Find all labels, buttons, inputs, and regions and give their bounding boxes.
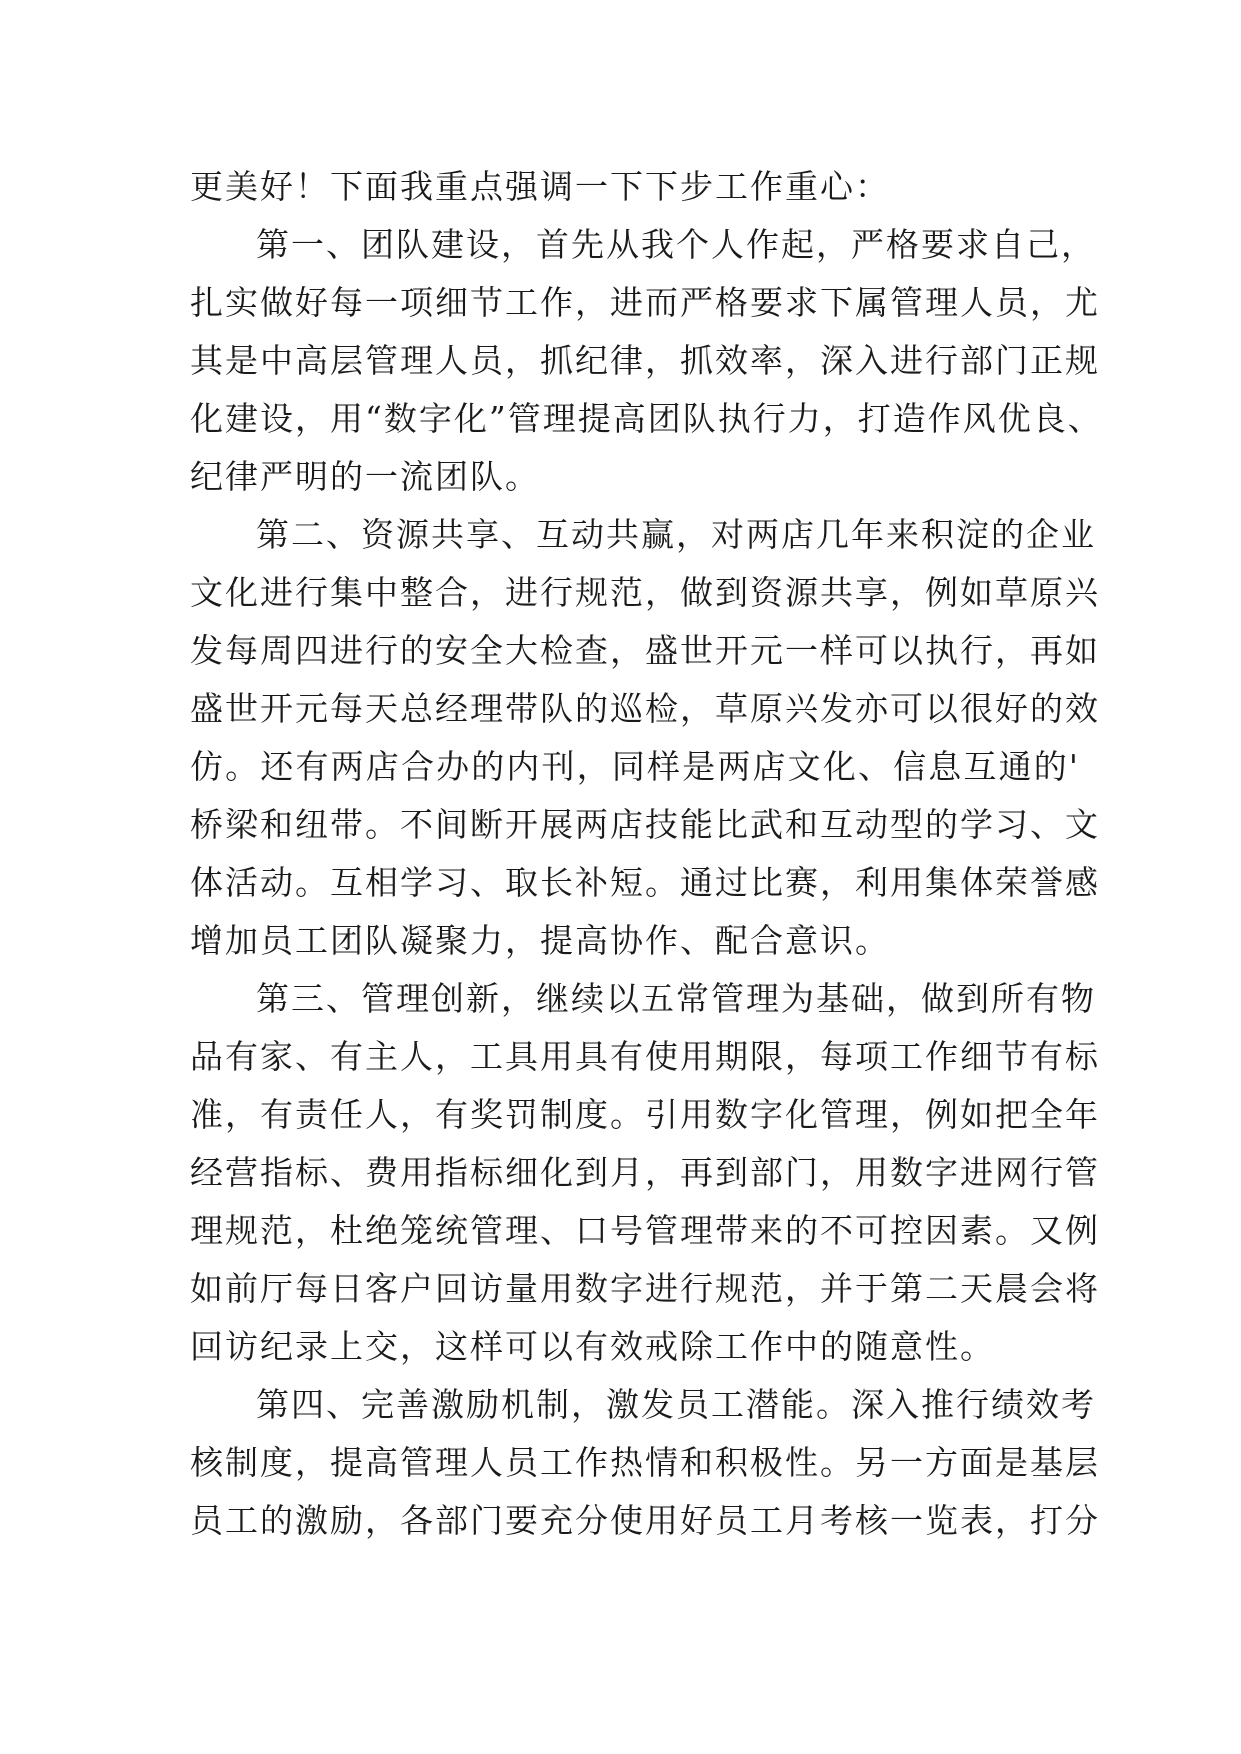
text-line: 如前厅每日客户回访量用数字进行规范，并于第二天晨会将 bbox=[190, 1269, 1100, 1308]
text-line: 核制度，提高管理人员工作热情和积极性。另一方面是基层 bbox=[190, 1443, 1100, 1482]
text-line: 第四、完善激励机制，激发员工潜能。深入推行绩效考 bbox=[256, 1385, 1096, 1424]
text-line: 第一、团队建设，首先从我个人作起，严格要求自己， bbox=[256, 225, 1096, 264]
text-line: 更美好！下面我重点强调一下下步工作重心： bbox=[190, 167, 890, 206]
document-body bbox=[190, 158, 1103, 1550]
paragraph-intro bbox=[190, 158, 1080, 216]
text-line: 盛世开元每天总经理带队的巡检，草原兴发亦可以很好的效 bbox=[190, 689, 1100, 728]
text-line: 增加员工团队凝聚力，提高协作、配合意识。 bbox=[190, 921, 890, 960]
text-line: 文化进行集中整合，进行规范，做到资源共享，例如草原兴 bbox=[190, 573, 1100, 612]
text-line: 第二、资源共享、互动共赢，对两店几年来积淀的企业 bbox=[256, 515, 1096, 554]
paragraph-incentive-mechanism bbox=[190, 1376, 1100, 1550]
text-line: 员工的激励，各部门要充分使用好员工月考核一览表，打分 bbox=[190, 1501, 1100, 1540]
text-line: 仿。还有两店合办的内刊，同样是两店文化、信息互通的' bbox=[190, 747, 1080, 786]
paragraph-team-building bbox=[190, 216, 1103, 506]
text-line: 纪律严明的一流团队。 bbox=[190, 457, 540, 496]
text-line: 第三、管理创新，继续以五常管理为基础，做到所有物 bbox=[256, 979, 1096, 1018]
text-line: 体活动。互相学习、取长补短。通过比赛，利用集体荣誉感 bbox=[190, 863, 1100, 902]
text-line: 发每周四进行的安全大检查，盛世开元一样可以执行，再如 bbox=[190, 631, 1100, 670]
text-line: 品有家、有主人，工具用具有使用期限，每项工作细节有标 bbox=[190, 1037, 1100, 1076]
paragraph-management-innovation bbox=[190, 970, 1100, 1376]
text-line: 桥梁和纽带。不间断开展两店技能比武和互动型的学习、文 bbox=[190, 805, 1100, 844]
paragraph-resource-sharing bbox=[190, 506, 1100, 970]
text-line: 回访纪录上交，这样可以有效戒除工作中的随意性。 bbox=[190, 1327, 995, 1366]
text-line: 经营指标、费用指标细化到月，再到部门，用数字进网行管 bbox=[190, 1153, 1100, 1192]
text-line: 化建设，用“数字化”管理提高团队执行力，打造作风优良、 bbox=[190, 399, 1103, 438]
text-line: 准，有责任人，有奖罚制度。引用数字化管理，例如把全年 bbox=[190, 1095, 1100, 1134]
text-line: 理规范，杜绝笼统管理、口号管理带来的不可控因素。又例 bbox=[190, 1211, 1100, 1250]
text-line: 扎实做好每一项细节工作，进而严格要求下属管理人员，尤 bbox=[190, 283, 1100, 322]
text-line: 其是中高层管理人员，抓纪律，抓效率，深入进行部门正规 bbox=[190, 341, 1100, 380]
